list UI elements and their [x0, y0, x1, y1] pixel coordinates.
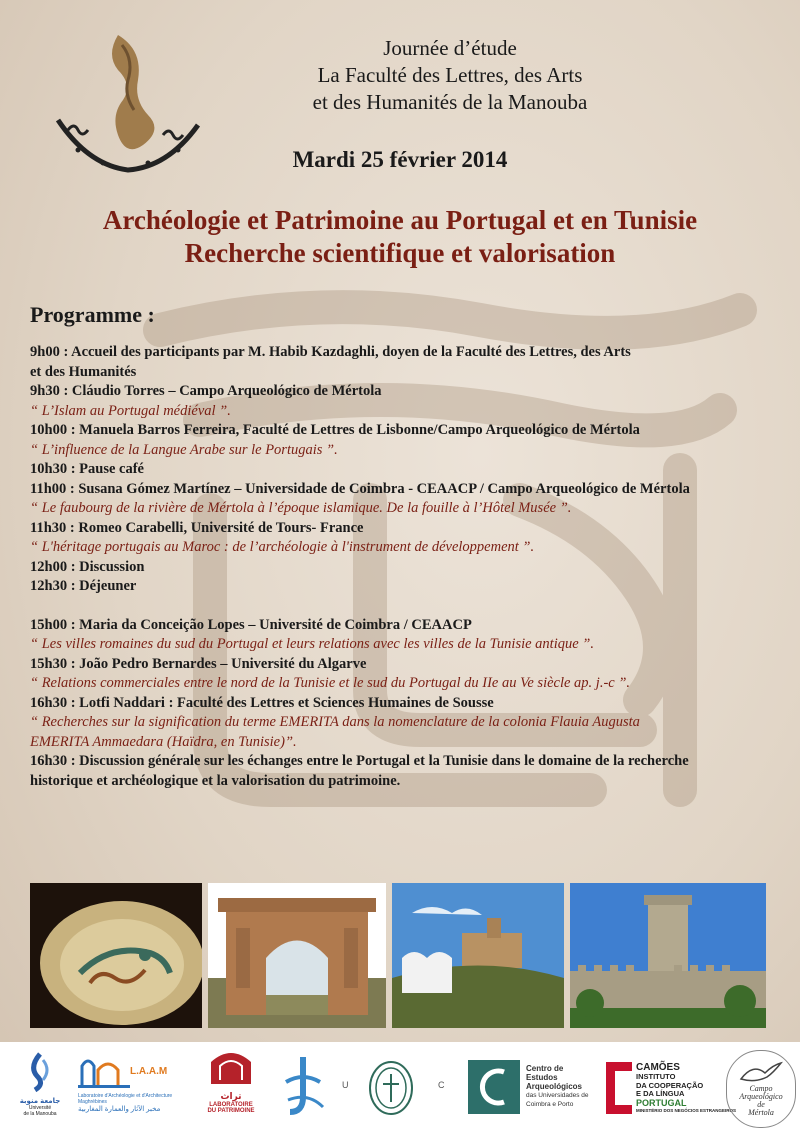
- patrimoine-lab-logo: [200, 1050, 262, 1126]
- title-line1: Archéologie et Patrimoine au Portugal et en Tunisie: [102, 205, 698, 235]
- cea-name-line2: Estudos: [526, 1073, 558, 1082]
- ceramic-bowl-photo: [30, 883, 202, 1028]
- talk-title: “ L'héritage portugais au Maroc : de l’archéologie à l'instrument de développement ”.: [30, 539, 535, 555]
- coimbra-university-seal: [368, 1060, 414, 1116]
- title-line2: Recherche scientifique et valorisation: [184, 238, 616, 268]
- manouba-name-line2: de la Manouba: [23, 1111, 57, 1117]
- talk-title-cont: EMERITA Ammaedara (Haïdra, en Tunisie)”.: [30, 733, 297, 750]
- manouba-university-logo: [12, 1052, 68, 1122]
- campo-name-line3: de: [757, 1100, 765, 1109]
- laam-logo: [78, 1054, 188, 1122]
- camoes-name: [636, 1062, 736, 1116]
- program-item: 11h00 : Susana Gómez Martínez – Universidade de Coimbra - CEAACP / Campo Arqueológico de Mértola: [30, 480, 690, 497]
- roman-arch-photo: [208, 883, 386, 1028]
- cea-name-line5: Coimbra e Porto: [526, 1101, 574, 1108]
- coimbra-letter-u: U: [342, 1080, 349, 1090]
- program-item: 10h00 : Manuela Barros Ferreira, Faculté de Lettres de Lisbonne/Campo Arqueológico de Mértola: [30, 422, 640, 438]
- camoes-line3: E DA LÍNGUA: [636, 1089, 685, 1098]
- program-item: 15h00 : Maria da Conceição Lopes – Université de Coimbra / CEAACP: [30, 616, 472, 633]
- programme-heading: Programme :: [30, 302, 155, 327]
- faculty-name-line1: La Faculté des Lettres, des Arts: [317, 63, 583, 87]
- bird-icon: [739, 1059, 783, 1083]
- campo-name-line4: Mértola: [748, 1108, 774, 1117]
- program-item-cont: et des Humanités: [30, 363, 137, 380]
- program-item-cont: historique et archéologique et la valorisation du patrimoine.: [30, 772, 401, 789]
- mertola-castle-photo: [392, 883, 564, 1028]
- patrimoine-name-line1: LABORATOIRE: [209, 1102, 253, 1108]
- beja-tower-photo: [570, 883, 766, 1028]
- patrimoine-emblem-icon: [208, 1050, 254, 1086]
- event-type: Journée d’étude: [383, 36, 517, 60]
- talk-title: “ L’Islam au Portugal médiéval ”.: [30, 402, 231, 419]
- cea-name-line3: Arqueológicos: [526, 1082, 583, 1091]
- programme-list: [30, 343, 790, 791]
- institute-calligraphy-logo: [278, 1052, 328, 1122]
- talk-title: “ Recherches sur la signification du terme EMERITA dans la nomenclature de la colonia Flauia Augusta: [30, 714, 640, 730]
- manouba-name-ar: جامعة منوبة: [19, 1098, 61, 1105]
- manouba-emblem-icon: [25, 1052, 55, 1092]
- photo-strip: [30, 883, 772, 1028]
- laam-arch-icon: [78, 1054, 130, 1088]
- event-title: [0, 204, 800, 270]
- cea-logo-mark: [468, 1060, 520, 1114]
- program-item: 9h30 : Cláudio Torres – Campo Arqueológico de Mértola: [30, 383, 382, 399]
- program-item: 9h00 : Accueil des participants par M. Habib Kazdaghli, doyen de la Faculté des Lettres, des Arts: [30, 344, 631, 360]
- patrimoine-name-line2: DU PATRIMOINE: [207, 1108, 255, 1114]
- coimbra-letter-c: C: [438, 1080, 445, 1090]
- program-item: 10h30 : Pause café: [30, 461, 144, 477]
- talk-title: “ Le faubourg de la rivière de Mértola à l’époque islamique. De la fouille à l’Hôtel Musée ”.: [30, 500, 572, 516]
- event-date: Mardi 25 février 2014: [292, 147, 508, 172]
- camoes-logo-mark: [606, 1062, 632, 1114]
- cea-name-line4: das Universidades de: [526, 1092, 589, 1099]
- program-item: 12h30 : Déjeuner: [30, 578, 137, 594]
- manouba-name-line1: Université: [28, 1105, 52, 1111]
- program-item: 16h30 : Lotfi Naddari : Faculté des Lettres et Sciences Humaines de Sousse: [30, 694, 494, 711]
- laam-subtitle: Laboratoire d'Archéologie et d'Architecture Maghrébines: [78, 1093, 173, 1105]
- program-item: 16h30 : Discussion générale sur les échanges entre le Portugal et la Tunisie dans le domaine de la recherche: [30, 753, 689, 769]
- afternoon-gap: [30, 597, 790, 616]
- camoes-line1: INSTITUTO: [636, 1072, 676, 1081]
- talk-title: “ Relations commerciales entre le nord de la Tunisie et le sud du Portugal du IIe au Ve siècle ap. j.-c ”.: [30, 675, 631, 691]
- event-header: [250, 35, 650, 116]
- cea-name-line1: Centro de: [526, 1064, 564, 1073]
- cea-name: [526, 1064, 589, 1109]
- laam-acronym: L.A.A.M: [130, 1066, 168, 1077]
- campo-name-line1: Campo: [749, 1084, 773, 1093]
- program-item: 15h30 : João Pedro Bernardes – Université du Algarve: [30, 655, 367, 672]
- laam-subtitle-ar: مخبر الآثار والعمارة المغاربية: [78, 1106, 161, 1113]
- camoes-title: CAMÕES: [636, 1062, 680, 1073]
- faculty-name-line2: et des Humanités de la Manouba: [312, 90, 588, 114]
- campo-name-line2: Arqueológico: [739, 1092, 783, 1101]
- talk-title: “ Les villes romaines du sud du Portugal et leurs relations avec les villes de la Tunisie antique ”.: [30, 636, 594, 652]
- partner-logos-footer: [0, 1042, 800, 1131]
- patrimoine-name-ar: تراث: [220, 1091, 242, 1101]
- camoes-country: PORTUGAL: [636, 1097, 687, 1108]
- talk-title: “ L’influence de la Langue Arabe sur le Portugais ”.: [30, 441, 338, 458]
- camoes-line2: DA COOPERAÇÃO: [636, 1080, 704, 1090]
- camoes-ministry: MINISTÉRIO DOS NEGÓCIOS ESTRANGEIROS: [636, 1108, 737, 1113]
- campo-mertola-logo: [726, 1050, 796, 1128]
- program-item: 11h30 : Romeo Carabelli, Université de Tours- France: [30, 519, 364, 536]
- program-item: 12h00 : Discussion: [30, 558, 145, 575]
